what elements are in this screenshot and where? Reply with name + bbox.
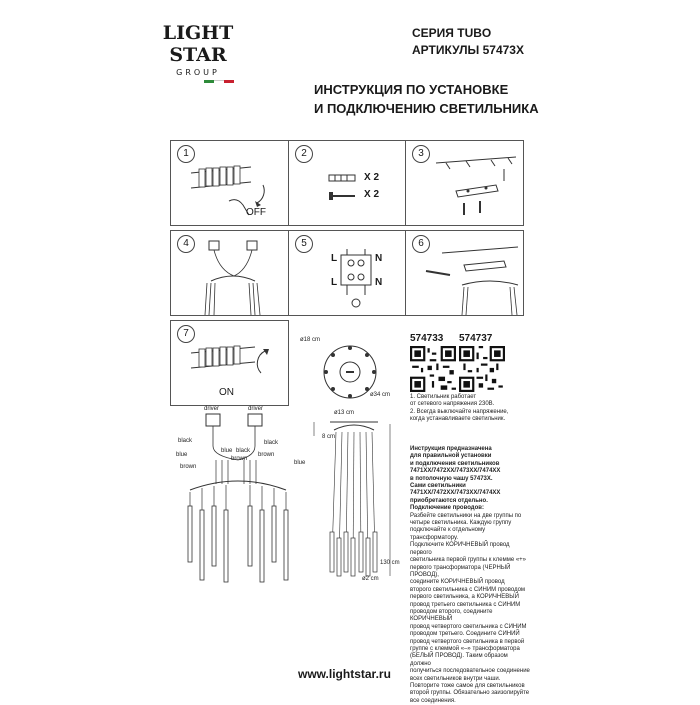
instruction-line: подключайте к отдельному трансформатору. <box>410 527 486 541</box>
step-4-panel <box>170 230 289 316</box>
series-header <box>412 25 524 59</box>
terminal-l-top: L <box>331 253 338 264</box>
screw-quantity: X 2 <box>364 189 380 200</box>
wire-black-3: black <box>236 448 251 454</box>
instruction-line: первого трансформатора (ЧЕРНЫЙ ПРОВОД), <box>410 564 511 578</box>
note-2a: 2. Всегда выключайте напряжение, <box>410 408 509 415</box>
outer-diameter-label: ø34 cm <box>370 392 391 398</box>
instruction-line: провод третьего светильника с СИНИМ <box>410 601 521 608</box>
step-1-panel <box>170 140 289 226</box>
wire-blue-1: blue <box>176 452 188 458</box>
step-2-panel <box>288 140 406 226</box>
off-label: OFF <box>246 207 266 218</box>
series-name: СЕРИЯ TUBO <box>412 26 492 40</box>
instruction-line: соедините КОРИЧНЕВЫЙ провод <box>410 579 505 586</box>
instruction-line: все соединения. <box>410 697 456 704</box>
instruction-line: Подключение проводов: <box>410 505 484 512</box>
instruction-line: второго светильника с СИНИМ проводом <box>410 586 526 593</box>
note-1a: 1. Светильник работает <box>410 394 477 400</box>
wiring-diagram <box>170 410 306 586</box>
canopy-width-label: ø13 cm <box>334 410 355 416</box>
qr-code-icon <box>410 346 456 392</box>
step-number: 5 <box>295 235 313 253</box>
brand-logo <box>162 20 234 106</box>
dowel-quantity: X 2 <box>364 172 380 183</box>
wire-blue-2: blue <box>294 460 306 466</box>
logo-line-3: GROUP <box>176 68 220 77</box>
tube-diameter-label: ø2 cm <box>362 576 379 582</box>
dowel-icon <box>329 175 355 181</box>
website-link[interactable]: www.lightstar.ru <box>298 667 391 681</box>
on-label: ON <box>219 387 234 398</box>
logo-line-1: LIGHT <box>162 22 234 44</box>
step-number: 2 <box>295 145 313 163</box>
wire-blue-3: blue <box>221 448 233 454</box>
title-line-2: И ПОДКЛЮЧЕНИЮ СВЕТИЛЬНИКА <box>314 101 539 116</box>
instruction-line: (БЕЛЫЙ ПРОВОД). Таким образом должно <box>410 653 508 667</box>
instruction-line: группе с клеммой «–» трансформатора <box>410 645 520 652</box>
instruction-line: в потолочную чашу 57473X. <box>410 475 493 482</box>
instruction-line: светильника первой группы к клемме «+» <box>410 557 526 564</box>
instruction-line: приобретаются отдельно. <box>410 497 488 504</box>
wire-brown-1: brown <box>180 464 197 470</box>
step-number: 6 <box>412 235 430 253</box>
step-number: 1 <box>177 145 195 163</box>
instruction-line: проводом третьего. Соедините СИНИЙ <box>410 631 520 638</box>
logo-line-2: STAR <box>169 44 227 66</box>
step-number: 7 <box>177 325 195 343</box>
note-1b: от сетевого напряжения 230В. <box>410 401 495 408</box>
terminal-n-top: N <box>375 253 383 264</box>
instruction-line: Инструкция предназначена <box>410 446 492 452</box>
italian-flag-icon <box>204 80 234 83</box>
instruction-text <box>410 446 530 705</box>
note-2b: когда устанавливаете светильник. <box>410 416 506 423</box>
product-code-1: 574733 <box>410 333 444 344</box>
wire-black-1: black <box>178 438 193 444</box>
qr-code-icon <box>459 346 505 392</box>
instruction-line: Сами светильники <box>410 483 466 490</box>
safety-notes <box>410 394 508 424</box>
step-number: 4 <box>177 235 195 253</box>
instruction-line: Подключите КОРИЧНЕВЫЙ провод первого <box>410 542 510 556</box>
wire-brown-2: brown <box>258 452 275 458</box>
instruction-line: получиться последовательное соединение <box>410 668 530 675</box>
canopy-height-label: 8 cm <box>322 434 336 440</box>
step-5-panel <box>288 230 406 316</box>
page-title <box>314 80 539 118</box>
instruction-line: Разбейте светильники на две группы по <box>410 512 522 519</box>
instruction-line: Повторите тоже самое для светильников <box>410 683 525 689</box>
instruction-line: четыре светильника. Каждую группу <box>410 520 512 527</box>
step-6-panel <box>405 230 524 316</box>
article-numbers: АРТИКУЛЫ 57473X <box>412 43 524 57</box>
instruction-line: провод четвертого светильника в первой <box>410 638 525 645</box>
title-line-1: ИНСТРУКЦИЯ ПО УСТАНОВКЕ <box>314 82 509 97</box>
wire-black-2: black <box>264 440 279 446</box>
step-7-panel <box>170 320 289 406</box>
instruction-line: первого светильника, а КОРИЧНЕВЫЙ <box>410 594 519 601</box>
instruction-line: 7471XX/7472XX/7473XX/7474XX <box>410 490 501 497</box>
instruction-line: для правильной установки <box>410 453 492 460</box>
driver-label-2: driver <box>248 406 264 412</box>
canopy-diameter-label: ø18 cm <box>300 337 321 343</box>
screw-icon <box>329 192 355 200</box>
total-height-label: 130 cm <box>380 560 400 566</box>
instruction-line: всех светильников внутри чаши. <box>410 675 501 682</box>
wire-brown-3: brown <box>231 456 248 462</box>
instruction-line: второй группы. Обязательно заизолируйте <box>410 690 530 697</box>
step-3-panel <box>405 140 524 226</box>
instruction-line: провод четвертого светильника с СИНИМ <box>410 623 527 630</box>
driver-label-1: driver <box>204 406 220 412</box>
step-number: 3 <box>412 145 430 163</box>
terminal-n-bottom: N <box>375 277 383 288</box>
instruction-line: проводом второго, соедините КОРИЧНЕВЫЙ <box>410 608 493 623</box>
product-code-2: 574737 <box>459 333 493 344</box>
instruction-line: и подключения светильников <box>410 460 500 467</box>
terminal-l-bottom: L <box>331 277 338 288</box>
instruction-line: 7471XX/7472XX/7473XX/7474XX <box>410 468 501 475</box>
